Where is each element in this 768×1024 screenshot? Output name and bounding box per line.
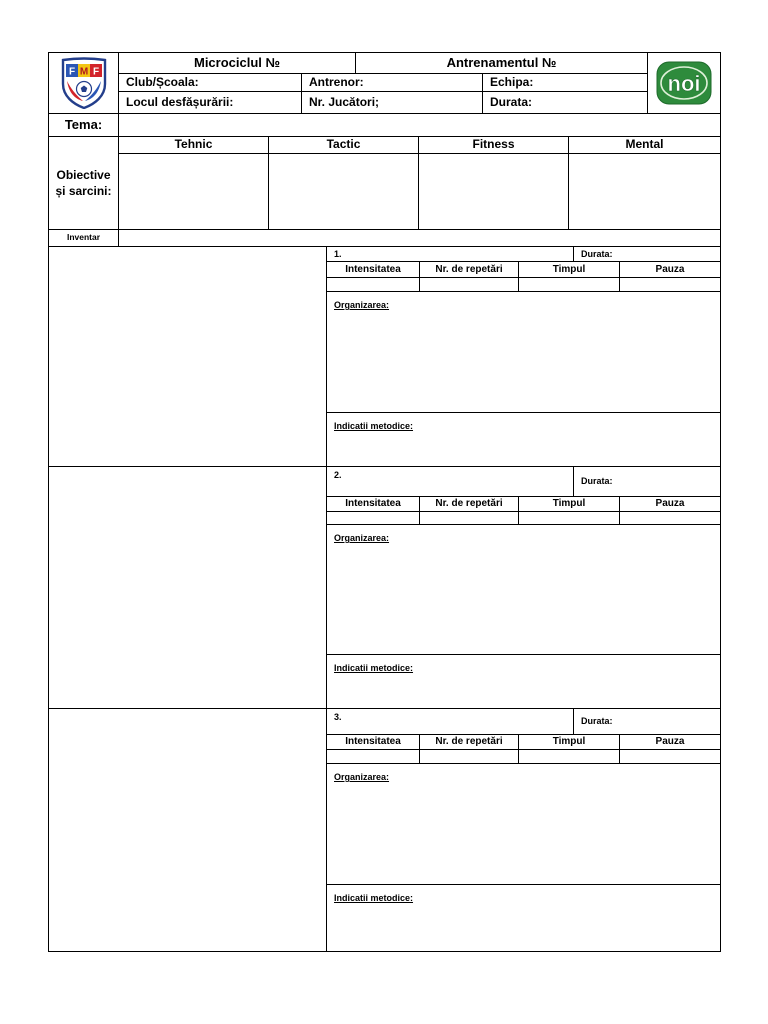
param-value-timpul xyxy=(518,511,620,525)
tema-label-cell xyxy=(48,113,119,137)
indicatii-label: Indicatii metodice: xyxy=(334,663,414,673)
param-header-pauza xyxy=(619,734,721,750)
objective-content-tehnic xyxy=(118,153,269,230)
objective-header-label: Fitness xyxy=(472,137,515,152)
organizarea-cell xyxy=(326,763,721,885)
param-header-label: Timpul xyxy=(552,498,586,510)
fmf-letter: F xyxy=(92,66,99,78)
organizarea-cell xyxy=(326,524,721,655)
param-header-intensitatea xyxy=(326,261,420,278)
durata-label: Durata: xyxy=(490,94,533,109)
antrenamentul-label: Antrenamentul № xyxy=(446,54,557,70)
exercise-durata-label: Durata: xyxy=(581,476,613,487)
club-label: Club/Școala: xyxy=(126,74,199,89)
inventar-label-cell xyxy=(48,229,119,247)
objective-header-label: Mental xyxy=(625,137,664,152)
param-value-repetari xyxy=(419,749,519,764)
nr-jucatori-label: Nr. Jucători; xyxy=(309,94,380,109)
indicatii-cell xyxy=(326,884,721,952)
param-header-timpul xyxy=(518,734,620,750)
param-value-pauza xyxy=(619,749,721,764)
param-header-label: Nr. de repetări xyxy=(435,498,503,510)
logo-left-cell xyxy=(48,52,119,114)
exercise-number: 2. xyxy=(334,470,342,480)
exercise-number: 1. xyxy=(334,249,342,259)
exercise-durata-cell xyxy=(573,466,721,497)
param-value-repetari xyxy=(419,511,519,525)
noi-logo-text: noi xyxy=(667,71,701,96)
indicatii-cell xyxy=(326,654,721,709)
microciclul-cell xyxy=(118,52,356,74)
logo-right-cell xyxy=(647,52,721,114)
exercise-drawing-area xyxy=(48,466,327,709)
exercise-durata-cell xyxy=(573,708,721,735)
noi-logo-icon xyxy=(656,61,712,105)
antrenor-cell xyxy=(301,73,483,92)
param-header-label: Nr. de repetări xyxy=(435,736,503,748)
tema-value-cell xyxy=(118,113,721,137)
param-header-timpul xyxy=(518,261,620,278)
param-header-repetari xyxy=(419,261,519,278)
exercise-durata-label: Durata: xyxy=(581,716,613,727)
param-header-timpul xyxy=(518,496,620,512)
param-header-label: Timpul xyxy=(552,736,586,748)
objective-header-fitness xyxy=(418,136,569,154)
fmf-logo-icon xyxy=(61,57,107,109)
club-cell xyxy=(118,73,302,92)
objective-header-tactic xyxy=(268,136,419,154)
param-header-pauza xyxy=(619,261,721,278)
param-value-timpul xyxy=(518,749,620,764)
inventar-value-cell xyxy=(118,229,721,247)
exercise-durata-label: Durata: xyxy=(581,248,613,259)
param-value-intensitatea xyxy=(326,277,420,292)
objective-header-label: Tactic xyxy=(326,137,361,152)
param-header-label: Pauza xyxy=(655,736,685,748)
param-header-label: Pauza xyxy=(655,498,685,510)
param-header-intensitatea xyxy=(326,734,420,750)
param-header-label: Intensitatea xyxy=(345,498,401,510)
param-value-pauza xyxy=(619,277,721,292)
param-value-intensitatea xyxy=(326,749,420,764)
objectives-label xyxy=(55,167,111,199)
organizarea-label: Organizarea: xyxy=(334,300,390,310)
indicatii-label: Indicatii metodice: xyxy=(334,893,414,903)
organizarea-cell xyxy=(326,291,721,413)
inventar-label: Inventar xyxy=(66,232,101,243)
objective-header-label: Tehnic xyxy=(174,137,213,152)
param-header-label: Pauza xyxy=(655,263,685,275)
param-header-repetari xyxy=(419,496,519,512)
param-value-repetari xyxy=(419,277,519,292)
locul-cell xyxy=(118,91,302,114)
locul-label: Locul desfășurării: xyxy=(126,94,234,109)
objectives-label-line: și sarcini: xyxy=(55,184,112,198)
exercise-number: 3. xyxy=(334,712,342,722)
antrenamentul-cell xyxy=(355,52,648,74)
fmf-letter: F xyxy=(68,66,75,78)
fmf-letter: M xyxy=(79,66,88,78)
objective-content-fitness xyxy=(418,153,569,230)
param-header-repetari xyxy=(419,734,519,750)
param-header-label: Intensitatea xyxy=(345,736,401,748)
echipa-label: Echipa: xyxy=(490,74,534,89)
param-value-pauza xyxy=(619,511,721,525)
exercise-number-cell xyxy=(326,466,574,497)
exercise-drawing-area xyxy=(48,246,327,467)
param-header-label: Nr. de repetări xyxy=(435,263,503,275)
param-header-intensitatea xyxy=(326,496,420,512)
indicatii-cell xyxy=(326,412,721,467)
microciclul-label: Microciclul № xyxy=(193,54,280,70)
exercise-durata-cell xyxy=(573,246,721,262)
tema-label: Tema: xyxy=(64,116,103,132)
nr-jucatori-cell xyxy=(301,91,483,114)
exercise-drawing-area xyxy=(48,708,327,952)
param-header-label: Timpul xyxy=(552,263,586,275)
objectives-label-line: Obiective xyxy=(56,168,111,182)
organizarea-label: Organizarea: xyxy=(334,772,390,782)
echipa-cell xyxy=(482,73,648,92)
antrenor-label: Antrenor: xyxy=(309,74,364,89)
param-value-timpul xyxy=(518,277,620,292)
param-header-pauza xyxy=(619,496,721,512)
param-value-intensitatea xyxy=(326,511,420,525)
objectives-label-cell xyxy=(48,136,119,230)
objective-header-mental xyxy=(568,136,721,154)
exercise-number-cell xyxy=(326,708,574,735)
durata-cell xyxy=(482,91,648,114)
indicatii-label: Indicatii metodice: xyxy=(334,421,414,431)
exercise-number-cell xyxy=(326,246,574,262)
objective-content-mental xyxy=(568,153,721,230)
organizarea-label: Organizarea: xyxy=(334,533,390,543)
objective-header-tehnic xyxy=(118,136,269,154)
objective-content-tactic xyxy=(268,153,419,230)
param-header-label: Intensitatea xyxy=(345,263,401,275)
